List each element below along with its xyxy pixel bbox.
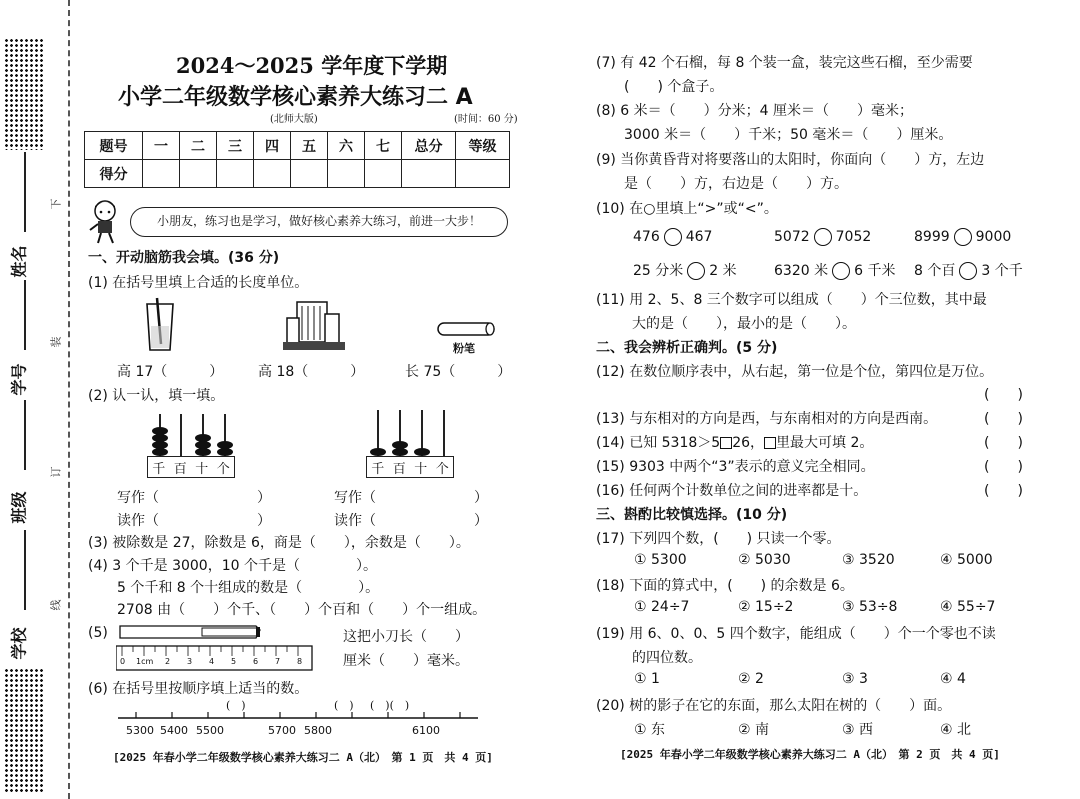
chalk-icon <box>434 320 498 338</box>
abacus-bead <box>195 448 211 456</box>
score-cell: 题号 <box>85 132 143 160</box>
judge-blank-13[interactable]: ( ) <box>984 411 1023 427</box>
number-line-label: 5400 <box>160 724 188 737</box>
question-4a[interactable]: (4) 3 个千是 3000，10 个千是（ ）。 <box>88 558 377 574</box>
place-hundreds: 百 <box>173 461 187 477</box>
place-tens: 十 <box>414 461 428 477</box>
compare-left: 8999 <box>914 229 950 245</box>
question-14 <box>596 432 873 452</box>
compare-circle[interactable] <box>832 262 850 280</box>
class-line <box>24 530 26 610</box>
read-blank-2[interactable]: 读作（ ） <box>334 513 488 529</box>
compare-left: 5072 <box>774 229 810 245</box>
ruler-number: 3 <box>187 657 193 666</box>
compare-circle[interactable] <box>664 228 682 246</box>
ruler-number: 4 <box>209 657 215 666</box>
id-line-top <box>24 280 26 350</box>
question-4c[interactable]: 2708 由（ ）个千、（ ）个百和（ ）个一组成。 <box>117 602 487 618</box>
binding-strip <box>0 0 70 799</box>
compare-item-3 <box>914 228 1011 246</box>
time-label: (时间：60 分) <box>454 114 518 125</box>
option-20-4[interactable]: ④ 北 <box>940 722 972 738</box>
option-20-3[interactable]: ③ 西 <box>842 722 874 738</box>
ruler-number: 0 <box>120 657 126 666</box>
compare-circle[interactable] <box>959 262 977 280</box>
compare-circle[interactable] <box>954 228 972 246</box>
question-11a[interactable]: (11) 用 2、5、8 三个数字可以组成（ ）个三位数，其中最 <box>596 292 987 308</box>
answer-blank[interactable]: 高 17（ ） <box>117 364 224 380</box>
number-line <box>116 704 482 724</box>
option-20-2[interactable]: ② 南 <box>738 722 770 738</box>
place-thousands: 千 <box>152 461 166 477</box>
checker-pattern-top <box>4 38 44 150</box>
ruler-unit: 1cm <box>136 657 154 666</box>
binding-mark-4: 线 <box>49 599 63 611</box>
compare-circle[interactable] <box>814 228 832 246</box>
compare-right: 467 <box>685 229 713 245</box>
question-8b[interactable]: 3000 米＝（ ）千米；50 毫米＝（ ）厘米。 <box>624 127 953 143</box>
option-17-1[interactable]: ① 5300 <box>634 552 687 568</box>
edition-label: (北师大版) <box>270 114 318 125</box>
option-19-2[interactable]: ② 2 <box>738 671 764 687</box>
ruler-number: 5 <box>231 657 237 666</box>
question-16: (16) 任何两个计数单位之间的进率都是十。 <box>596 483 868 499</box>
ruler-number: 8 <box>297 657 303 666</box>
score-input-cell[interactable] <box>143 160 180 188</box>
ruler-number: 7 <box>275 657 281 666</box>
place-hundreds: 百 <box>392 461 406 477</box>
blank-square <box>764 437 776 449</box>
place-ones: 个 <box>216 461 230 477</box>
score-input-cell[interactable] <box>456 160 510 188</box>
compare-item-6 <box>914 260 1023 280</box>
id-label: 学号 <box>9 363 29 396</box>
question-5a[interactable]: 这把小刀长（ ） <box>343 629 469 645</box>
judge-blank-14[interactable]: ( ) <box>984 435 1023 451</box>
score-row-label: 得分 <box>85 160 143 188</box>
compare-right: 2 米 <box>709 263 737 279</box>
question-8a[interactable]: (8) 6 米＝（ ）分米；4 厘米＝（ ）毫米； <box>596 103 913 119</box>
question-19a[interactable]: (19) 用 6、0、0、5 四个数字，能组成（ ）个一个零也不读 <box>596 626 996 642</box>
option-19-3[interactable]: ③ 3 <box>842 671 868 687</box>
score-input-cell[interactable] <box>217 160 254 188</box>
question-20[interactable]: (20) 树的影子在它的东面，那么太阳在树的（ ）面。 <box>596 698 952 714</box>
number-line-label: 5300 <box>126 724 154 737</box>
question-17[interactable]: (17) 下列四个数，( ) 只读一个零。 <box>596 531 841 547</box>
option-17-3[interactable]: ③ 3520 <box>842 552 895 568</box>
score-input-cell[interactable] <box>291 160 328 188</box>
question-5: (5) <box>88 625 108 641</box>
number-line-blank[interactable]: ( ) <box>334 699 354 712</box>
name-label: 姓名 <box>9 245 29 278</box>
question-14-part: (14) 已知 5318＞5 <box>596 435 721 451</box>
ruler-number: 6 <box>253 657 259 666</box>
question-7b[interactable]: ( ) 个盒子。 <box>624 79 724 95</box>
section-1-heading: 一、开动脑筋我会填。(36 分) <box>88 250 280 266</box>
abacus-bead <box>392 448 408 456</box>
binding-mark-1: 下 <box>49 198 63 210</box>
compare-right: 6 千米 <box>854 263 896 279</box>
question-14-part: 里最大可填 2。 <box>776 435 874 451</box>
score-input-cell[interactable] <box>402 160 456 188</box>
page-1-footer: [2025 年春小学二年级数学核心素养大练习二 A（北） 第 1 页 共 4 页] <box>113 751 493 764</box>
abacus-place-labels <box>366 456 454 478</box>
compare-left: 6320 米 <box>774 263 829 279</box>
option-18-4[interactable]: ④ 55÷7 <box>940 599 996 615</box>
compare-circle[interactable] <box>687 262 705 280</box>
number-line-label: 5500 <box>196 724 224 737</box>
section-2-heading: 二、我会辨析正确判。(5 分) <box>596 340 778 356</box>
section-3-heading: 三、斟酌比较慎选择。(10 分) <box>596 507 788 523</box>
answer-blank[interactable]: 高 18（ ） <box>258 364 365 380</box>
compare-item-2 <box>774 228 871 246</box>
question-11b[interactable]: 大的是（ ），最小的是（ ）。 <box>632 316 856 332</box>
option-18-1[interactable]: ① 24÷7 <box>634 599 690 615</box>
abacus-bead <box>414 448 430 456</box>
boy-mascot-icon <box>86 198 124 244</box>
compare-right: 7052 <box>835 229 872 245</box>
binding-mark-3: 订 <box>49 466 63 478</box>
score-cell: 三 <box>217 132 254 160</box>
score-cell: 二 <box>180 132 217 160</box>
question-6: (6) 在括号里按顺序填上适当的数。 <box>88 681 309 697</box>
abacus-place-labels <box>147 456 235 478</box>
question-5b[interactable]: 厘米（ ）毫米。 <box>343 653 469 669</box>
building-icon <box>283 296 345 354</box>
question-12: (12) 在数位顺序表中，从右起，第一位是个位，第四位是万位。 <box>596 364 994 380</box>
score-cell: 等级 <box>456 132 510 160</box>
glass-icon <box>143 296 177 354</box>
judge-blank-16[interactable]: ( ) <box>984 483 1023 499</box>
binding-mark-2: 装 <box>49 336 63 348</box>
place-tens: 十 <box>195 461 209 477</box>
abacus-bead <box>370 448 386 456</box>
option-19-1[interactable]: ① 1 <box>634 671 660 687</box>
option-17-4[interactable]: ④ 5000 <box>940 552 993 568</box>
exam-year-title: 2024～2025 学年度下学期 <box>176 53 448 78</box>
question-15: (15) 9303 中两个“3”表示的意义完全相同。 <box>596 459 875 475</box>
score-cell: 一 <box>143 132 180 160</box>
compare-right: 3 个千 <box>981 263 1023 279</box>
score-input-cell[interactable] <box>180 160 217 188</box>
compare-item-4 <box>633 260 737 280</box>
compare-right: 9000 <box>975 229 1012 245</box>
option-18-2[interactable]: ② 15÷2 <box>738 599 794 615</box>
read-blank-1[interactable]: 读作（ ） <box>117 513 271 529</box>
class-label: 班级 <box>9 491 29 524</box>
question-2: (2) 认一认，填一填。 <box>88 388 225 404</box>
question-7a: (7) 有 42 个石榴，每 8 个装一盒，装完这些石榴，至少需要 <box>596 55 973 71</box>
chalk-label: 粉笔 <box>453 342 475 355</box>
school-label: 学校 <box>9 627 29 660</box>
question-1: (1) 在括号里填上合适的长度单位。 <box>88 275 309 291</box>
number-line-label: 5700 <box>268 724 296 737</box>
page-2-footer: [2025 年春小学二年级数学核心素养大练习二 A（北） 第 2 页 共 4 页] <box>620 748 1000 761</box>
blank-square <box>720 437 732 449</box>
question-18[interactable]: (18) 下面的算式中，( ) 的余数是 6。 <box>596 578 854 594</box>
score-input-cell[interactable] <box>328 160 365 188</box>
question-19b: 的四位数。 <box>632 650 702 666</box>
question-14-part: 26， <box>732 435 765 451</box>
abacus-rod <box>180 414 182 456</box>
number-line-label: 5800 <box>304 724 332 737</box>
compare-left: 476 <box>633 229 660 245</box>
score-input-cell[interactable] <box>365 160 402 188</box>
score-table-header-row <box>85 132 510 160</box>
judge-blank-12[interactable]: ( ) <box>984 387 1023 403</box>
judge-blank-15[interactable]: ( ) <box>984 459 1023 475</box>
compare-item-5 <box>774 260 895 280</box>
score-cell: 五 <box>291 132 328 160</box>
score-table <box>84 131 510 188</box>
abacus-bead <box>152 448 168 456</box>
compare-item-1 <box>633 228 712 246</box>
exam-title: 小学二年级数学核心素养大练习二 A <box>118 85 473 110</box>
place-ones: 个 <box>435 461 449 477</box>
place-thousands: 千 <box>371 461 385 477</box>
encouragement-bubble: 小朋友，练习也是学习，做好核心素养大练习，前进一大步！ <box>130 207 508 237</box>
id-line <box>24 400 26 470</box>
score-cell: 六 <box>328 132 365 160</box>
question-4b[interactable]: 5 个千和 8 个十组成的数是（ ）。 <box>117 580 380 596</box>
option-18-3[interactable]: ③ 53÷8 <box>842 599 898 615</box>
score-table-score-row <box>85 160 510 188</box>
name-line <box>24 152 26 232</box>
compare-left: 25 分米 <box>633 263 684 279</box>
write-blank-1[interactable]: 写作（ ） <box>117 490 271 506</box>
score-cell: 七 <box>365 132 402 160</box>
question-10: (10) 在○里填上“>”或“<”。 <box>596 201 778 217</box>
question-9a[interactable]: (9) 当你黄昏背对将要落山的太阳时，你面向（ ）方，左边 <box>596 152 985 168</box>
number-line-blank[interactable]: ( ) <box>226 699 246 712</box>
checker-pattern-bottom <box>4 668 44 793</box>
question-13: (13) 与东相对的方向是西，与东南相对的方向是西南。 <box>596 411 938 427</box>
option-17-2[interactable]: ② 5030 <box>738 552 791 568</box>
number-line-label: 6100 <box>412 724 440 737</box>
option-19-4[interactable]: ④ 4 <box>940 671 966 687</box>
write-blank-2[interactable]: 写作（ ） <box>334 490 488 506</box>
question-9b[interactable]: 是（ ）方，右边是（ ）方。 <box>624 176 848 192</box>
score-input-cell[interactable] <box>254 160 291 188</box>
question-3[interactable]: (3) 被除数是 27，除数是 6，商是（ ），余数是（ ）。 <box>88 535 470 551</box>
answer-blank[interactable]: 长 75（ ） <box>405 364 512 380</box>
score-cell: 总分 <box>402 132 456 160</box>
abacus-rod <box>443 410 445 456</box>
compare-left: 8 个百 <box>914 263 956 279</box>
abacus-bead <box>217 448 233 456</box>
score-cell: 四 <box>254 132 291 160</box>
ruler-number: 2 <box>165 657 171 666</box>
option-20-1[interactable]: ① 东 <box>634 722 666 738</box>
number-line-blank[interactable]: ( )( ) <box>370 699 410 712</box>
